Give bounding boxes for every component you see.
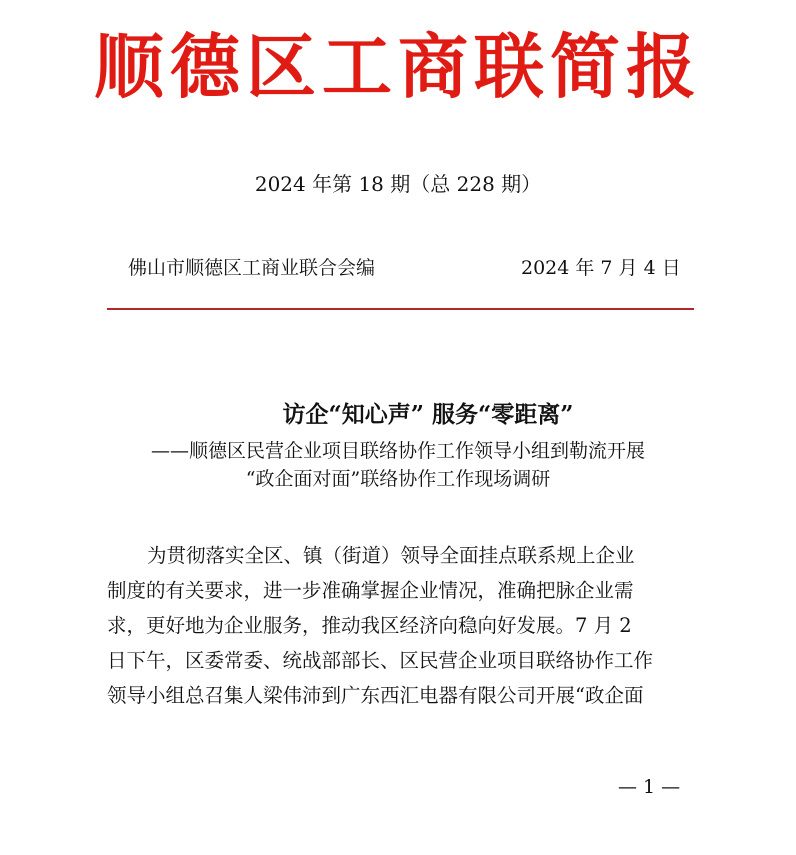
header-divider — [107, 308, 694, 310]
page-number: — 1 — — [618, 776, 681, 798]
body-line-3: 求，更好地为企业服务，推动我区经济向稳向好发展。7 月 2 — [107, 614, 632, 637]
article-subtitle-line-2: “政企面对面”联络协作工作现场调研 — [245, 468, 551, 490]
article-headline: 访企“知心声” 服务“零距离” — [282, 401, 574, 428]
masthead-title: 顺德区工商联简报 — [94, 25, 702, 108]
article-body — [107, 538, 695, 713]
body-line-1: 为贯彻落实全区、镇（街道）领导全面挂点联系规上企业 — [147, 544, 635, 567]
body-line-5: 领导小组总召集人梁伟沛到广东西汇电器有限公司开展“政企面 — [107, 684, 644, 707]
publish-date: 2024 年 7 月 4 日 — [521, 257, 681, 279]
body-line-4: 日下午，区委常委、统战部部长、区民营企业项目联络协作工作 — [107, 649, 654, 672]
issue-number: 2024 年第 18 期（总 228 期） — [254, 172, 542, 196]
article-subtitle-line-1: ——顺德区民营企业项目联络协作工作领导小组到勒流开展 — [150, 440, 645, 462]
editor-line: 佛山市顺德区工商业联合会编 — [128, 257, 376, 279]
body-line-2: 制度的有关要求，进一步准确掌握企业情况，准确把脉企业需 — [107, 579, 634, 602]
